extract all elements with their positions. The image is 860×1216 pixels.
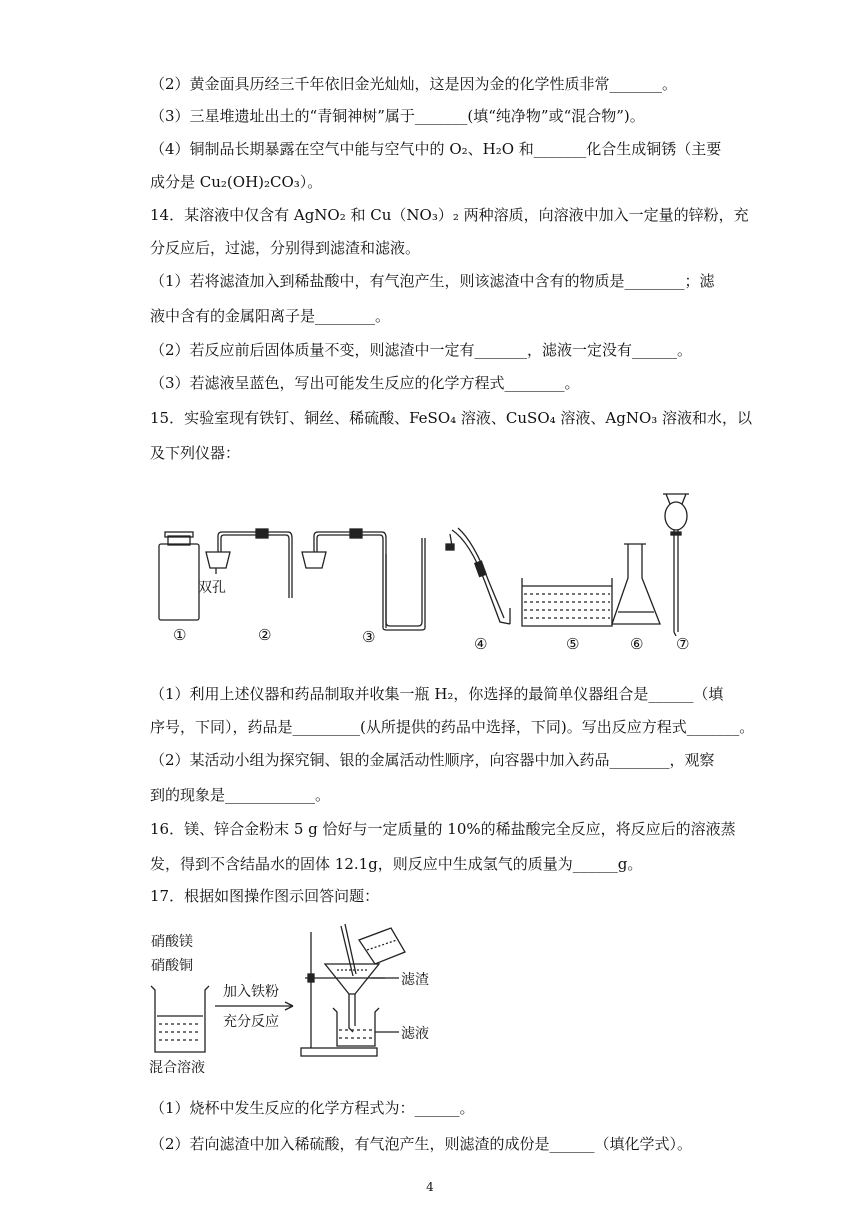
question-16: 16．镁、锌合金粉末 5 g 恰好与一定质量的 10%的稀盐酸完全反应，将反应后的溶液蒸	[150, 820, 736, 838]
text-line: 及下列仪器：	[150, 444, 241, 462]
filtrate-label: 滤液	[401, 1026, 429, 1042]
text-line: （2）若反应前后固体质量不变，则滤渣中一定有_______，滤液一定没有______。	[150, 341, 693, 359]
apparatus-figure	[140, 482, 710, 662]
long-neck-funnel-icon	[663, 494, 689, 636]
figure-number: ②	[258, 626, 272, 644]
iron-stand-icon	[301, 932, 385, 1056]
text-line: 分反应后，过滤，分别得到滤渣和滤液。	[150, 239, 421, 257]
receiving-beaker-icon	[333, 1008, 379, 1046]
text-line: 发，得到不含结晶水的固体 12.1g，则反应中生成氢气的质量为______g。	[150, 855, 643, 873]
reagent-bottle-icon	[159, 532, 199, 620]
water-trough-icon	[522, 578, 612, 626]
mixture-label: 混合溶液	[149, 1060, 205, 1076]
figure-number: ⑥	[630, 635, 644, 653]
question-17: 17．根据如图操作图示回答问题：	[150, 887, 380, 905]
residue-label: 滤渣	[401, 972, 429, 988]
figure-number: ⑤	[566, 635, 580, 653]
figure-number: ③	[362, 628, 376, 646]
text-line: 到的现象是____________。	[150, 786, 331, 804]
beaker-icon	[151, 986, 209, 1052]
text-line: （1）若将滤渣加入到稀盐酸中，有气泡产生，则该滤渣中含有的物质是________；滤	[150, 272, 715, 290]
figure-number: ⑦	[676, 635, 690, 653]
glass-rod-icon	[341, 924, 356, 976]
page-number: 4	[426, 1180, 434, 1194]
conical-flask-icon	[612, 544, 660, 624]
text-line: （2）若向滤渣中加入稀硫酸，有气泡产生，则滤渣的成份是______（填化学式）。	[150, 1135, 693, 1153]
figure-number: ④	[474, 635, 488, 653]
text-line: （2）黄金面具历经三千年依旧金光灿灿，这是因为金的化学性质非常_______。	[150, 75, 678, 93]
text-line: 液中含有的金属阳离子是________。	[150, 307, 391, 325]
text-line: （4）铜制品长期暴露在空气中能与空气中的 O₂、H₂O 和_______化合生成铜锈（主要	[150, 140, 722, 158]
arrow-label-bottom: 充分反应	[223, 1014, 279, 1030]
text-line: （1）利用上述仪器和药品制取并收集一瓶 H₂，你选择的最简单仪器组合是______（填	[150, 685, 724, 703]
text-line: 序号，下同），药品是_________(从所提供的药品中选择，下同)。写出反应方程式_______。	[150, 718, 755, 736]
question-14: 14．某溶液中仅含有 AgNO₂ 和 Cu（NO₃）₂ 两种溶质，向溶液中加入一定量的锌粉，充	[150, 206, 749, 224]
u-tube-icon	[302, 529, 425, 630]
text-line: （3）三星堆遗址出土的“青铜神树”属于_______(填“纯净物”或“混合物”)。	[150, 107, 645, 125]
reagent-label-1: 硝酸镁	[151, 934, 193, 950]
text-line: 成分是 Cu₂(OH)₂CO₃）。	[150, 173, 323, 191]
question-15: 15．实验室现有铁钉、铜丝、稀硫酸、FeSO₄ 溶液、CuSO₄ 溶液、AgNO₃ 溶液和水，以	[150, 409, 753, 427]
arrow-icon	[215, 1002, 293, 1010]
text-line: （1）烧杯中发生反应的化学方程式为：______。	[150, 1099, 475, 1117]
double-hole-label: 双孔	[198, 580, 226, 596]
figure-number: ①	[173, 626, 187, 644]
text-line: （3）若滤液呈蓝色，写出可能发生反应的化学方程式________。	[150, 374, 580, 392]
arrow-label-top: 加入铁粉	[223, 984, 279, 1000]
pouring-beaker-icon	[359, 928, 405, 964]
reagent-label-2: 硝酸铜	[151, 958, 193, 974]
filtration-figure	[145, 918, 445, 1078]
bent-tube-icon	[446, 528, 510, 624]
text-line: （2）某活动小组为探究铜、银的金属活动性顺序，向容器中加入药品________，观察	[150, 751, 715, 769]
